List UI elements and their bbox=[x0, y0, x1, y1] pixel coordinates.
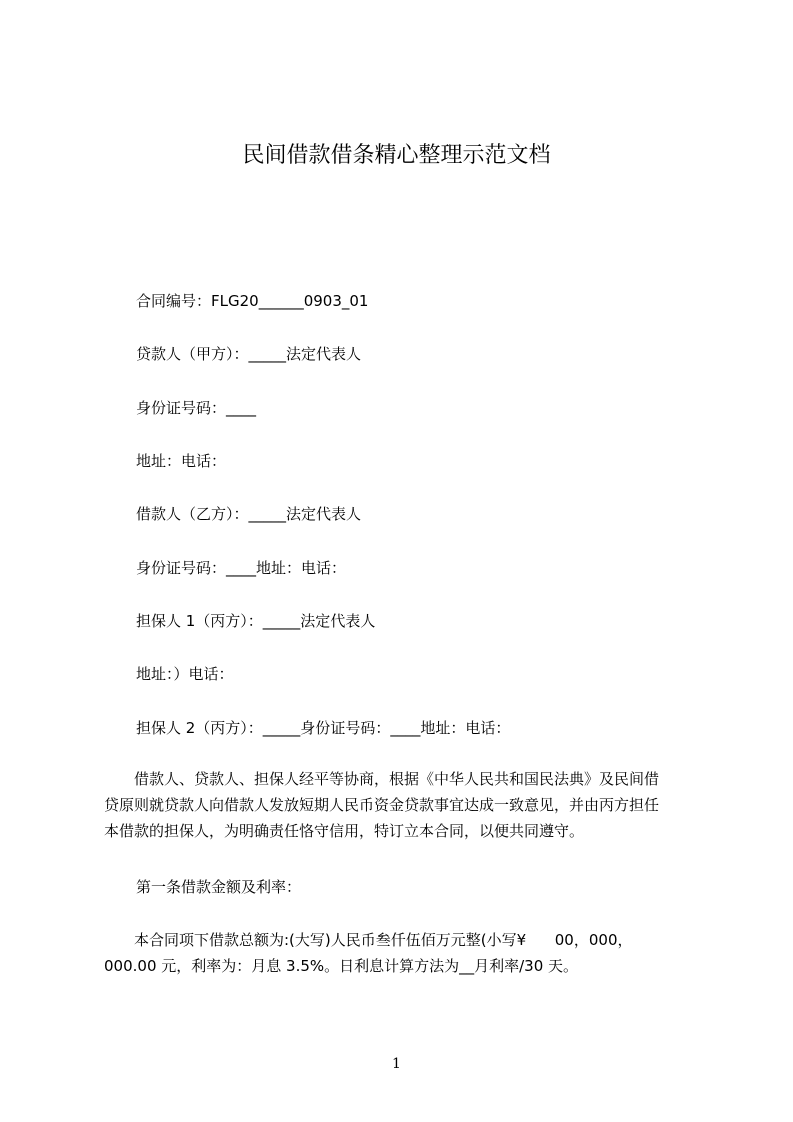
article-1-line-1: 本合同项下借款总额为:(大写)人民币叁仟伍佰万元整(小写¥ 00，000， bbox=[134, 931, 633, 949]
lender-field: 贷款人（甲方）：_____法定代表人 bbox=[136, 345, 362, 363]
intro-line-3: 本借款的担保人，为明确责任恪守信用，特订立本合同，以便共同遵守。 bbox=[104, 822, 585, 840]
document-title: 民间借款借条精心整理示范文档 bbox=[242, 143, 551, 168]
borrower-field: 借款人（乙方）：_____法定代表人 bbox=[136, 505, 362, 523]
article-1-paragraph bbox=[104, 927, 700, 979]
guarantor-1-field: 担保人 1（丙方）：_____法定代表人 bbox=[136, 612, 376, 630]
lender-id-field: 身份证号码：____ bbox=[136, 399, 257, 417]
intro-line-2: 贷原则就贷款人向借款人发放短期人民币资金贷款事宜达成一致意见，并由丙方担任 bbox=[104, 796, 660, 814]
article-1-heading: 第一条借款金额及利率： bbox=[136, 878, 302, 896]
intro-line-1: 借款人、贷款人、担保人经平等协商，根据《中华人民共和国民法典》及民间借 bbox=[134, 770, 660, 788]
intro-paragraph bbox=[104, 766, 700, 844]
guarantor-2-field: 担保人 2（丙方）：_____身份证号码：____地址：电话： bbox=[136, 719, 511, 737]
page-number: 1 bbox=[392, 1056, 401, 1072]
article-1-line-2: 000.00 元，利率为：月息 3.5%。日利息计算方法为__月利率/30 天。 bbox=[104, 957, 579, 975]
lender-address-phone-field: 地址：电话： bbox=[136, 452, 227, 470]
borrower-id-address-field: 身份证号码：____地址：电话： bbox=[136, 559, 347, 577]
contract-number-field: 合同编号：FLG20______0903_01 bbox=[136, 292, 369, 310]
guarantor-1-address-field: 地址：）电话： bbox=[136, 665, 234, 683]
